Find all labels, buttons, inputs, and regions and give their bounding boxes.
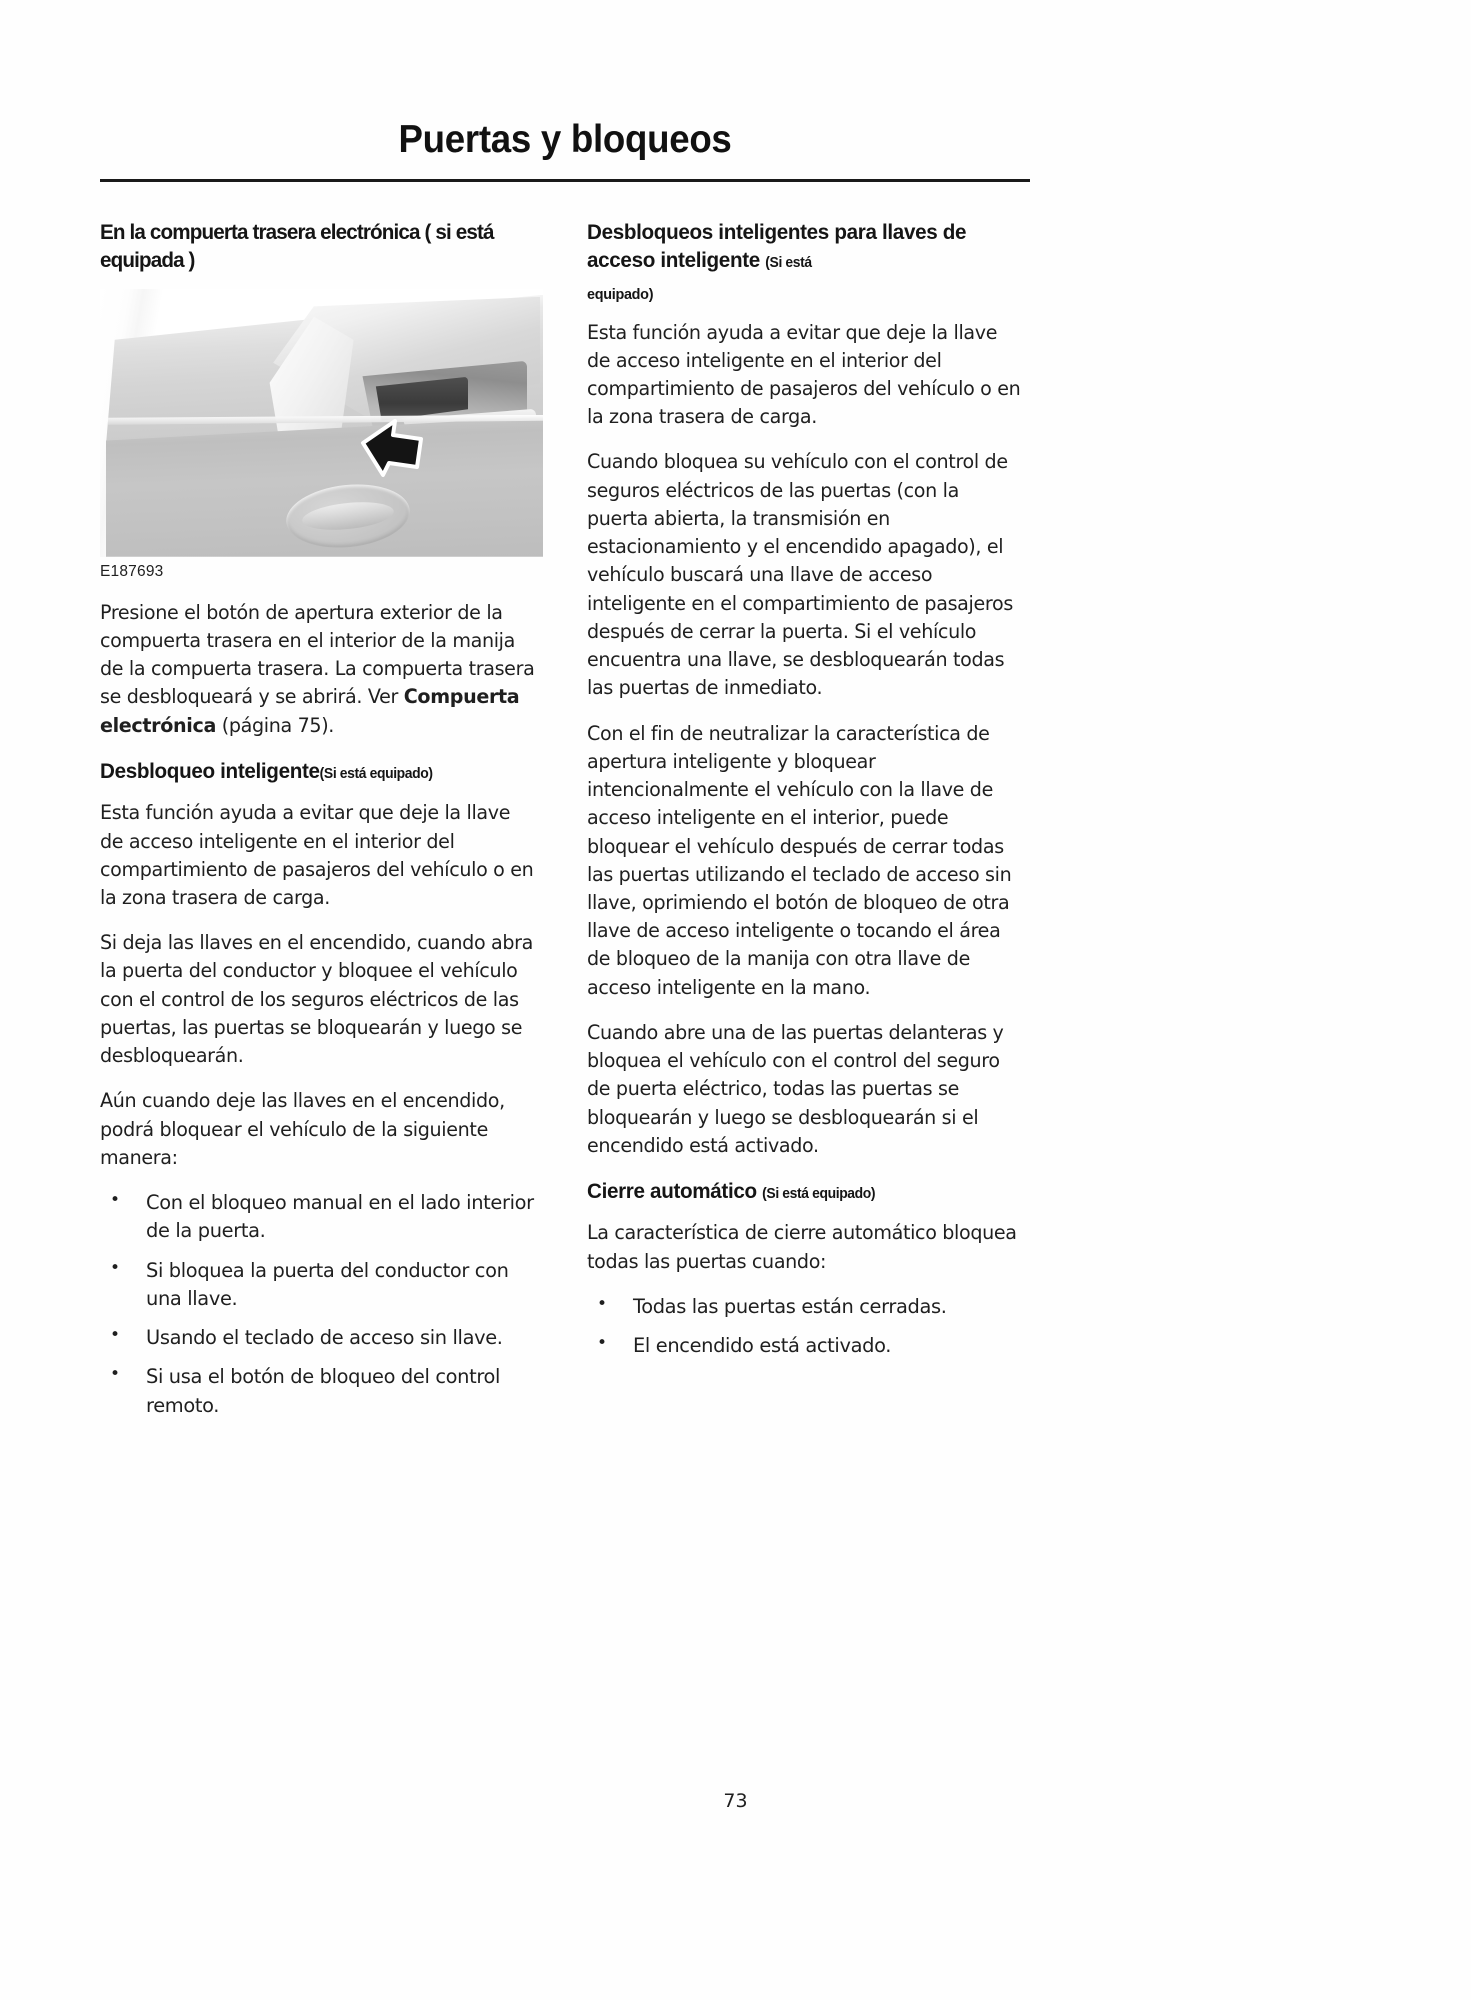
heading-intelligent-unlocks — [587, 218, 1012, 305]
paragraph-front-door-open-lock: Cuando abre una de las puertas delanteras y bloquea el vehículo con el control del seguro de puerta eléctrico, todas las puertas se bloquearán y luego se desbloquearán si el encendido está activado. — [587, 1020, 1004, 1157]
paragraph-smart-unlock-intro: Esta función ayuda a evitar que deje la llave de acceso inteligente en el interior del compartimiento de pasajeros del vehículo o en la zona trasera de carga. — [100, 801, 534, 909]
paragraph-lock-with-power-locks: Cuando bloquea su vehículo con el control de seguros eléctricos de las puertas (con la puerta abierta, la transmisión en estacionamiento y el encendido apagado), el vehículo buscará una llave de acceso inteligente en el compartimiento de pasajeros después de cerrar la puerta. Si el vehículo encuentra una llave, se desbloquearán todas las puertas de inmediato. — [587, 450, 1013, 700]
paragraph-lock-methods-intro: Aún cuando deje las llaves en el encendido, podrá bloquear el vehículo de la siguiente manera: — [100, 1089, 505, 1169]
paragraph-override-smart-entry: Con el fin de neutralizar la característica de apertura inteligente y bloquear intencionalmente el vehículo con la llave de acceso inteligente en el interior, puede bloquear el vehículo después de cerrar todas las puertas utilizando el teclado de acceso sin llave, oprimiendo el botón de bloqueo de otra llave de acceso inteligente o tocando el área de bloqueo de la manija con otra llave de acceso inteligente en la mano. — [587, 721, 1012, 999]
figure-caption: E187693 — [100, 562, 164, 580]
page-header — [100, 118, 1030, 163]
paragraph-press-release-button — [100, 599, 536, 740]
page-number: 73 — [723, 1790, 748, 1812]
list-item: • Usando el teclado de acceso sin llave. — [100, 1324, 543, 1352]
list-item: • Todas las puertas están cerradas. — [587, 1293, 1030, 1321]
heading-intelligent-unlocks-qualifier-cont: equipado) — [587, 285, 654, 303]
list-item: • Si usa el botón de bloqueo del control remoto. — [100, 1363, 543, 1419]
list-lock-methods — [100, 1189, 543, 1420]
header-divider — [100, 179, 1030, 182]
cross-reference-bold: Compuerta electrónica — [100, 685, 520, 737]
heading-autolock-label: Cierre automático — [587, 1179, 757, 1204]
list-item: • Si bloquea la puerta del conductor con una llave. — [100, 1257, 543, 1313]
list-item: • Con el bloqueo manual en el lado interior de la puerta. — [100, 1189, 543, 1245]
heading-smart-unlock-label: Desbloqueo inteligente — [100, 758, 320, 783]
callout-arrow-icon — [359, 417, 425, 479]
heading-intelligent-unlocks-qualifier: (Si está — [765, 255, 812, 272]
heading-intelligent-unlocks-label: Desbloqueos inteligentes para llaves de acceso inteligente — [587, 220, 967, 273]
page-title: Puertas y bloqueos — [398, 118, 732, 161]
right-column — [587, 218, 1030, 1437]
paragraph-autolock-intro: La característica de cierre automático bloquea todas las puertas cuando: — [587, 1221, 1017, 1273]
heading-autolock — [587, 1177, 1012, 1205]
list-autolock-conditions — [587, 1293, 1030, 1360]
tailgate-handle-photo — [100, 289, 543, 557]
para-text-b: (página 75). — [216, 713, 335, 737]
paragraph-intelligent-intro: Esta función ayuda a evitar que deje la llave de acceso inteligente en el interior del compartimiento de pasajeros del vehículo o en la zona trasera de carga. — [587, 320, 1021, 429]
paragraph-keys-in-ignition: Si deja las llaves en el encendido, cuando abra la puerta del conductor y bloquee el vehículo con el control de los seguros eléctricos de las puertas, las puertas se bloquearán y luego se desbloquearán. — [100, 931, 534, 1068]
heading-autolock-qualifier: (Si está equipado) — [762, 1186, 876, 1203]
list-item: • El encendido está activado. — [587, 1332, 1030, 1360]
heading-smart-unlock — [100, 757, 525, 785]
left-column — [100, 218, 543, 1437]
heading-smart-unlock-qualifier: (Si está equipado) — [319, 765, 433, 782]
two-column-body — [100, 218, 1030, 1437]
heading-electronic-tailgate: En la compuerta trasera electrónica ( si está equipada ) — [100, 220, 494, 273]
para-text-a: Presione el botón de apertura exterior de la compuerta trasera en el interior de la manija de la compuerta trasera. La compuerta trasera se desbloqueará y se abrirá. Ver — [100, 600, 535, 709]
figure-tailgate-handle — [100, 289, 543, 581]
